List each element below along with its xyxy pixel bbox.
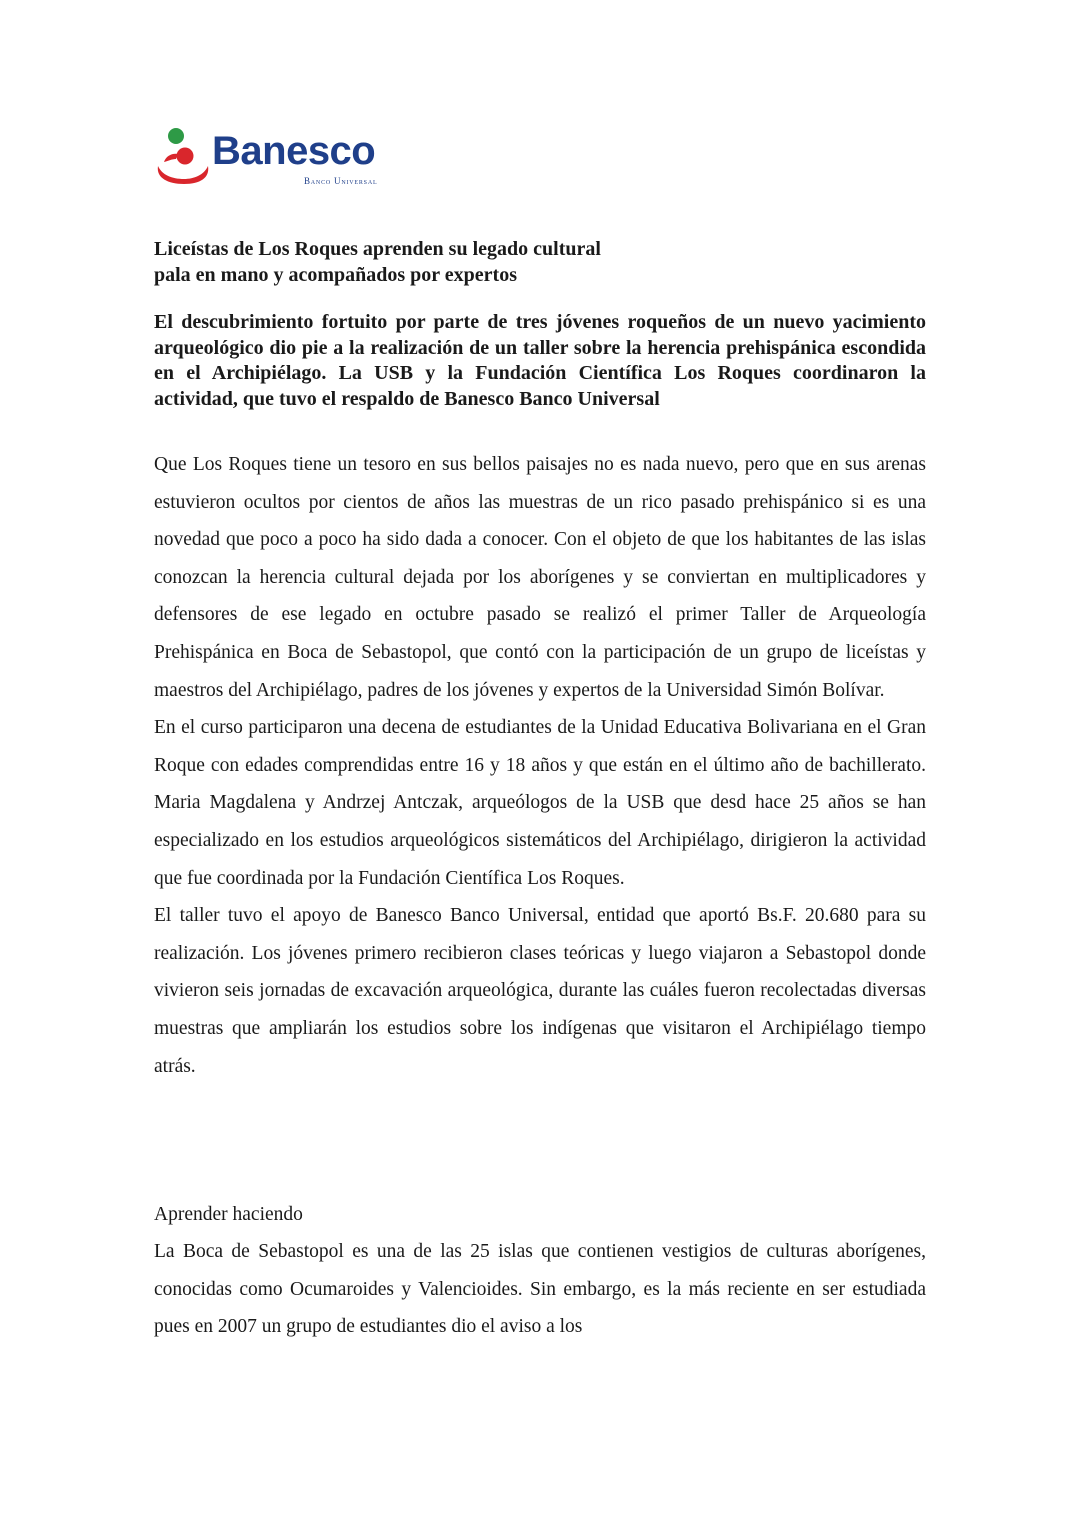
article-body-continued [154, 1233, 926, 1346]
summary-lead: El descubrimiento fortuito por parte de tres jóvenes roqueños de un nuevo yacimiento arqueológico dio pie a la realización de un taller sobre la herencia prehispánica escondida en el Archipiélago. La USB y la Fundación Científica Los Roques coordinaron la actividad, que tuvo el respaldo de Banesco Banco Universal [154, 311, 926, 410]
headline-line-1: Liceístas de Los Roques aprenden su legado cultural [154, 238, 601, 260]
paragraph: En el curso participaron una decena de estudiantes de la Unidad Educativa Bolivariana en el Gran Roque con edades comprendidas entre 16 y 18 años y que están en el último año de bachillerato. Maria Magdalena y Andrzej Antczak, arqueólogos de la USB que desd hace 25 años se han especializado en los estudios arqueológicos sistemáticos del Archipiélago, dirigieron la actividad que fue coordinada por la Fundación Científica Los Roques. [154, 717, 926, 889]
paragraph: La Boca de Sebastopol es una de las 25 islas que contienen vestigios de culturas aborígenes, conocidas como Ocumaroides y Valencioides. Sin embargo, es la más reciente en ser estudiada pues en 2007 un grupo de estudiantes dio el aviso a los [154, 1241, 926, 1338]
headline [154, 236, 926, 288]
paragraph: Que Los Roques tiene un tesoro en sus bellos paisajes no es nada nuevo, pero que en sus arenas estuvieron ocultos por cientos de años las muestras de un rico pasado prehispánico si es una novedad que poco a poco ha sido dada a conocer. Con el objeto de que los habitantes de las islas conozcan la herencia cultural dejada por los aborígenes y se conviertan en multiplicadores y defensores de ese legado en octubre pasado se realizó el primer Taller de Arqueología Prehispánica en Boca de Sebastopol, que contó con la participación de un grupo de liceístas y maestros del Archipiélago, padres de los jóvenes y expertos de la Universidad Simón Bolívar. [154, 454, 926, 701]
section-subheading: Aprender haciendo [154, 1204, 303, 1225]
headline-line-2: pala en mano y acompañados por expertos [154, 264, 517, 286]
article-body [154, 446, 926, 1085]
banesco-emblem-icon [154, 126, 214, 190]
logo-wordmark: Banesco [212, 129, 376, 173]
logo-tagline: Banco Universal [304, 176, 378, 186]
paragraph: El taller tuvo el apoyo de Banesco Banco Universal, entidad que aportó Bs.F. 20.680 para su realización. Los jóvenes primero recibieron clases teóricas y luego viajaron a Sebastopol donde vivieron seis jornadas de excavación arqueológica, durante las cuáles fueron recolectadas diversas muestras que ampliarán los estudios sobre los indígenas que visitaron el Archipiélago tiempo atrás. [154, 905, 926, 1077]
